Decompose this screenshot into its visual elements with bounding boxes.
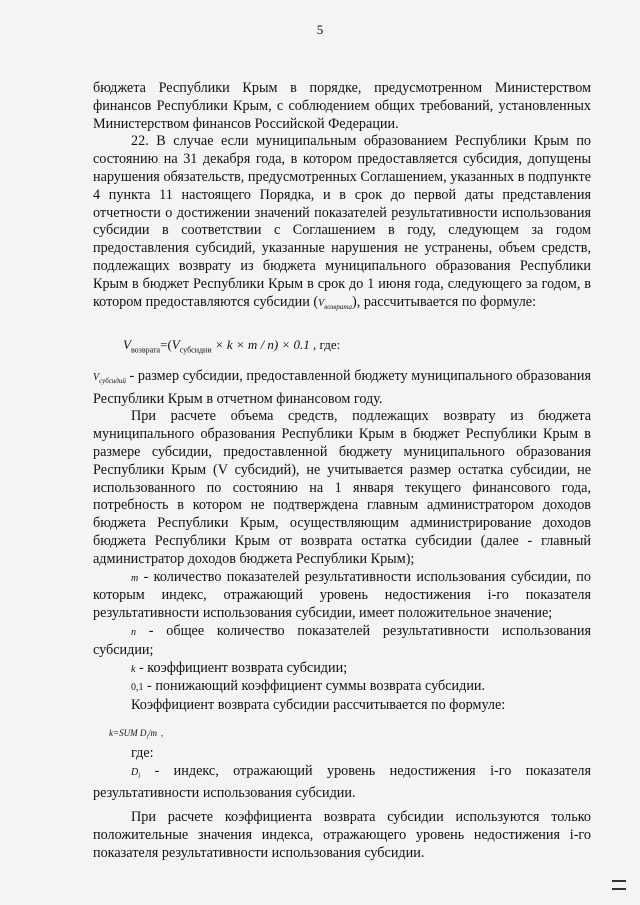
- paragraph-v-subsidy-text: - размер субсидии, предоставленной бюджету муниципального образования Республики Крым в отчетном финансовом году.: [93, 367, 591, 407]
- n-symbol: n: [131, 626, 136, 638]
- paragraph-1: бюджета Республики Крым в порядке, предусмотренном Министерством финансов Республики Крым, с соблюдением общих требований, установленных Министерством финансов Российской Федерации.: [93, 80, 591, 132]
- v-return-letter: V: [318, 297, 325, 309]
- paragraph-n-text: - общее количество показателей результативности использования субсидии;: [93, 622, 591, 658]
- return-formula: [123, 336, 591, 359]
- v-return-sub: возврата: [324, 302, 353, 311]
- paragraph-positive: При расчете коэффициента возврата субсидии используются только положительные значения индекса, отражающего уровень недостижения i-го показателя результативности использования субсидии.: [93, 809, 591, 861]
- document-body: [93, 80, 591, 863]
- page-number: 5: [316, 22, 324, 37]
- paragraph-k-text: - коэффициент возврата субсидии;: [135, 659, 348, 676]
- coef-formula-sub: i: [146, 734, 148, 741]
- coef-symbol: 0,1: [131, 682, 144, 694]
- scan-mark: [612, 880, 626, 882]
- formula-lhs: V: [123, 337, 131, 353]
- paragraph-n: [93, 623, 591, 660]
- paragraph-k: [93, 660, 591, 679]
- formula-lhs-sub: возврата: [130, 345, 161, 355]
- formula-v-sub: субсидии: [179, 345, 212, 355]
- scan-mark: [612, 888, 626, 890]
- paragraph-v-subsidy: [93, 368, 591, 409]
- paragraph-01-text: - понижающий коэффициент суммы возврата субсидии.: [143, 678, 486, 695]
- v-subsidy-symbol: [93, 372, 126, 383]
- v-subsidy-letter: V: [93, 371, 100, 383]
- paragraph-m-text: - количество показателей результативности использования субсидии, по которым индекс, отражающий уровень недостижения i-го показателя результативности использования субсидии, имеет положительное значение;: [93, 568, 591, 622]
- paragraph-calc: При расчете объема средств, подлежащих возврату из бюджета муниципального образования Республики Крым в бюджет Республики Крым в размере субсидии, предоставленной бюджету муниципального образования Республики Крым (V субсидий), не учитывается размер остатка субсидии, не использованного по состоянию на 1 января текущего финансового года, потребность в котором не подтверждена главным администратором доходов бюджета Республики Крым, осуществляющим администрирование доходов бюджета Республики Крым от возврата остатка субсидии (далее - главный администратор доходов бюджета Республики Крым);: [93, 408, 591, 567]
- paragraph-coef-formula: Коэффициент возврата субсидии рассчитывается по формуле:: [131, 697, 506, 714]
- di-letter: D: [131, 766, 139, 778]
- formula-rest: × k × m / n) × 0.1: [211, 337, 310, 353]
- coef-formula-main: k=SUM D: [109, 727, 147, 738]
- k-symbol: k: [131, 663, 136, 675]
- di-sub: i: [138, 771, 141, 780]
- formula-eq: =(: [160, 337, 172, 353]
- paragraph-where: где:: [131, 744, 154, 761]
- paragraph-di: [93, 763, 591, 804]
- paragraph-m: [93, 569, 591, 623]
- coef-formula-comma: ,: [161, 727, 164, 738]
- formula-v: V: [171, 337, 180, 353]
- v-return-symbol: [318, 298, 352, 309]
- coef-formula: [109, 725, 591, 739]
- coef-formula-tail: /m: [148, 727, 157, 738]
- v-subsidy-sub: субсидий: [99, 376, 126, 385]
- m-symbol: m: [131, 572, 139, 584]
- paragraph-01: [93, 678, 591, 697]
- paragraph-22-text: 22. В случае если муниципальным образованием Республики Крым по состоянию на 31 декабря года, в котором предоставляется субсидия, допущены нарушения обязательств, предусмотренных Соглашением, указанных в подпункте 4 пункта 11 настоящего Порядка, и в срок до первой даты представления отчетности о достижении значений показателей результативности использования субсидии в соответствии с Соглашением в году, следующем за годом предоставления субсидий, указанные нарушения не устранены, объем средств, подлежащих возврату из бюджета муниципального образования Республики Крым в бюджет Республики Крым в срок до 1 июня года, следующего за годом, в котором предоставляются субсидии (: [93, 133, 591, 310]
- paragraph-di-text: - индекс, отражающий уровень недостижения i-го показателя результативности использования субсидии.: [93, 762, 591, 802]
- paragraph-22-tail: ), рассчитывается по формуле:: [352, 293, 537, 310]
- paragraph-22: [93, 133, 591, 316]
- formula-tail: , где:: [309, 337, 341, 353]
- di-symbol: [131, 767, 140, 778]
